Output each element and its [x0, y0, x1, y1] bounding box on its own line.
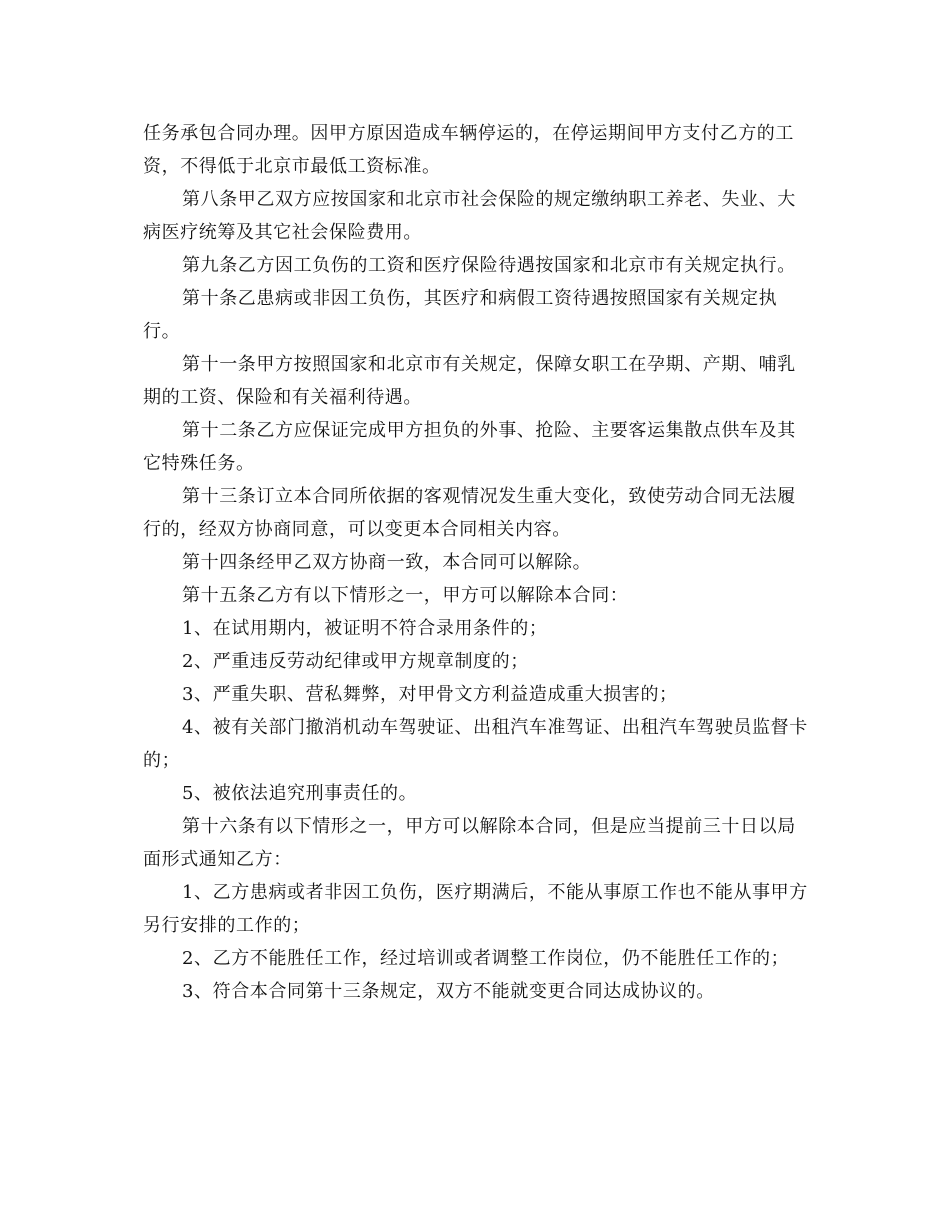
list-item-16-1: 1、乙方患病或者非因工负伤，医疗期满后，不能从事原工作也不能从事甲方另行安排的工作的； [143, 882, 808, 936]
list-item-15-2: 2、严重违反劳动纪律或甲方规章制度的； [182, 651, 529, 672]
list-item-15-5: 5、被依法追究刑事责任的。 [182, 783, 418, 804]
paragraph-article-14: 第十四条经甲乙双方协商一致，本合同可以解除。 [182, 552, 592, 573]
list-item-16-2: 2、乙方不能胜任工作，经过培训或者调整工作岗位，仍不能胜任工作的； [182, 948, 790, 969]
list-item-15-3: 3、严重失职、营私舞弊，对甲骨文方利益造成重大损害的； [182, 684, 678, 705]
paragraph-article-8: 第八条甲乙双方应按国家和北京市社会保险的规定缴纳职工养老、失业、大病医疗统筹及其它社会保险费用。 [143, 189, 796, 243]
paragraph-article-12: 第十二条乙方应保证完成甲方担负的外事、抢险、主要客运集散点供车及其它特殊任务。 [143, 420, 796, 474]
paragraph-article-13: 第十三条订立本合同所依据的客观情况发生重大变化，致使劳动合同无法履行的，经双方协商同意，可以变更本合同相关内容。 [143, 486, 796, 540]
paragraph-continuation: 任务承包合同办理。因甲方原因造成车辆停运的，在停运期间甲方支付乙方的工资，不得低于北京市最低工资标准。 [143, 123, 794, 177]
list-item-15-4: 4、被有关部门撤消机动车驾驶证、出租汽车准驾证、出租汽车驾驶员监督卡的； [143, 717, 808, 771]
document-body [143, 117, 813, 1008]
list-item-15-1: 1、在试用期内，被证明不符合录用条件的； [182, 618, 548, 639]
paragraph-article-15: 第十五条乙方有以下情形之一，甲方可以解除本合同： [182, 585, 629, 606]
paragraph-article-11: 第十一条甲方按照国家和北京市有关规定，保障女职工在孕期、产期、哺乳期的工资、保险和有关福利待遇。 [143, 354, 796, 408]
paragraph-article-10: 第十条乙患病或非因工负伤，其医疗和病假工资待遇按照国家有关规定执行。 [143, 288, 778, 342]
list-item-16-3: 3、符合本合同第十三条规定，双方不能就变更合同达成协议的。 [182, 981, 715, 1002]
paragraph-article-16: 第十六条有以下情形之一，甲方可以解除本合同，但是应当提前三十日以局面形式通知乙方： [143, 816, 796, 870]
paragraph-article-9: 第九条乙方因工负伤的工资和医疗保险待遇按国家和北京市有关规定执行。 [182, 255, 796, 276]
